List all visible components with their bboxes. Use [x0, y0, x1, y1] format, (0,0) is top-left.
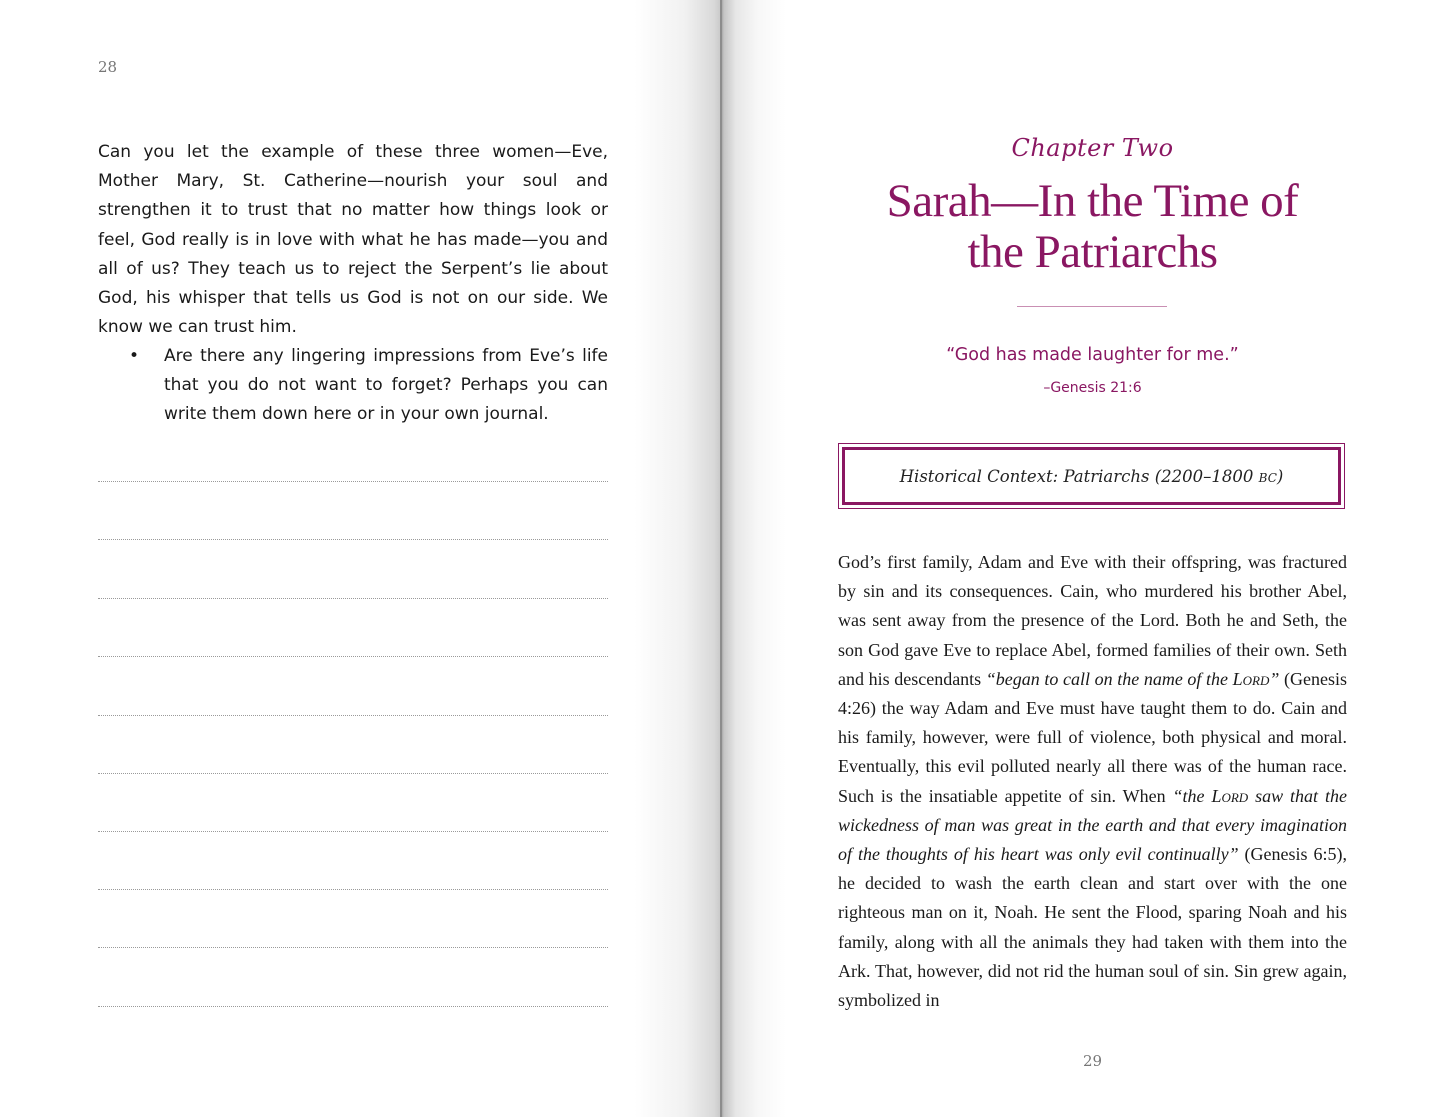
writing-line [98, 598, 608, 599]
historical-context-label [900, 467, 1284, 486]
quote-text: ” [1269, 668, 1280, 689]
writing-line [98, 831, 608, 832]
bullet-icon: • [129, 346, 140, 366]
writing-line [98, 539, 608, 540]
chapter-title-line-2: the Patriarchs [967, 226, 1218, 278]
writing-line [98, 656, 608, 657]
historical-context-frame [842, 447, 1341, 505]
quote-lord: Lord [1232, 668, 1270, 689]
context-label-text: Historical Context: Patriarchs (2200–1800 [899, 466, 1254, 486]
reflection-bullet [98, 342, 608, 430]
quote-lord: Lord [1211, 785, 1249, 806]
context-era: bc [1258, 466, 1277, 486]
historical-context-box [838, 443, 1345, 509]
writing-line [98, 889, 608, 890]
body-text: (Genesis 4:26) the way Adam and Eve must have taught them to do. Cain and his family, however, were full of violence, both physical and moral. Eventually, this evil polluted nearly all there was of the human race. Such is the insatiable appetite of sin. When [838, 668, 1347, 806]
scripture-quote [986, 669, 1280, 689]
writing-line [98, 773, 608, 774]
epigraph-quote: “God has made laughter for me.” [946, 345, 1239, 365]
right-page-number: 29 [1082, 1052, 1103, 1070]
bullet-text: Are there any lingering impressions from Eve’s life that you do not want to forget? Perhaps you can write them down here or in your own journal. [164, 346, 608, 425]
left-body-paragraph: Can you let the example of these three women—Eve, Mother Mary, St. Catherine—nourish your soul and strengthen it to trust that no matter how things look or feel, God really is in love with what he has made—you and all of us? They teach us to reject the Serpent’s lie about God, his whisper that tells us God is not on our side. We know we can trust him. [98, 142, 608, 338]
body-text: (Genesis 6:5), he decided to wash the earth clean and start over with the one righteous man on it, Noah. He sent the Flood, sparing Noah and his family, along with all the animals they had taken with them into the Ark. That, however, did not rid the human soul of sin. Sin grew again, symbolized in [838, 844, 1347, 1011]
writing-line [98, 481, 608, 482]
epigraph-reference: –Genesis 21:6 [1043, 380, 1142, 396]
context-close: ) [1276, 466, 1284, 486]
right-body-paragraph [838, 548, 1347, 1015]
quote-text: saw that the wickedness of man was great in the earth and that every imagination of the thoughts of his heart was only evil continually” [838, 785, 1347, 865]
quote-text: “began to call on the name of the [985, 668, 1233, 689]
left-page-number: 28 [98, 58, 118, 76]
chapter-label: Chapter Two [1011, 134, 1174, 162]
quote-text: “the [1172, 785, 1212, 806]
chapter-title-line-1: Sarah—In the Time of [886, 175, 1299, 227]
title-divider [1017, 306, 1167, 307]
writing-line [98, 1006, 608, 1007]
chapter-title [839, 176, 1346, 278]
writing-line [98, 947, 608, 948]
book-gutter [720, 0, 722, 1117]
body-text: God’s first family, Adam and Eve with their offspring, was fractured by sin and its consequences. Cain, who murdered his brother Abel, was sent away from the presence of the Lord. Both he and Seth, the son God gave Eve to replace Abel, formed families of their own. Seth and his descendants [838, 552, 1347, 689]
writing-line [98, 715, 608, 716]
